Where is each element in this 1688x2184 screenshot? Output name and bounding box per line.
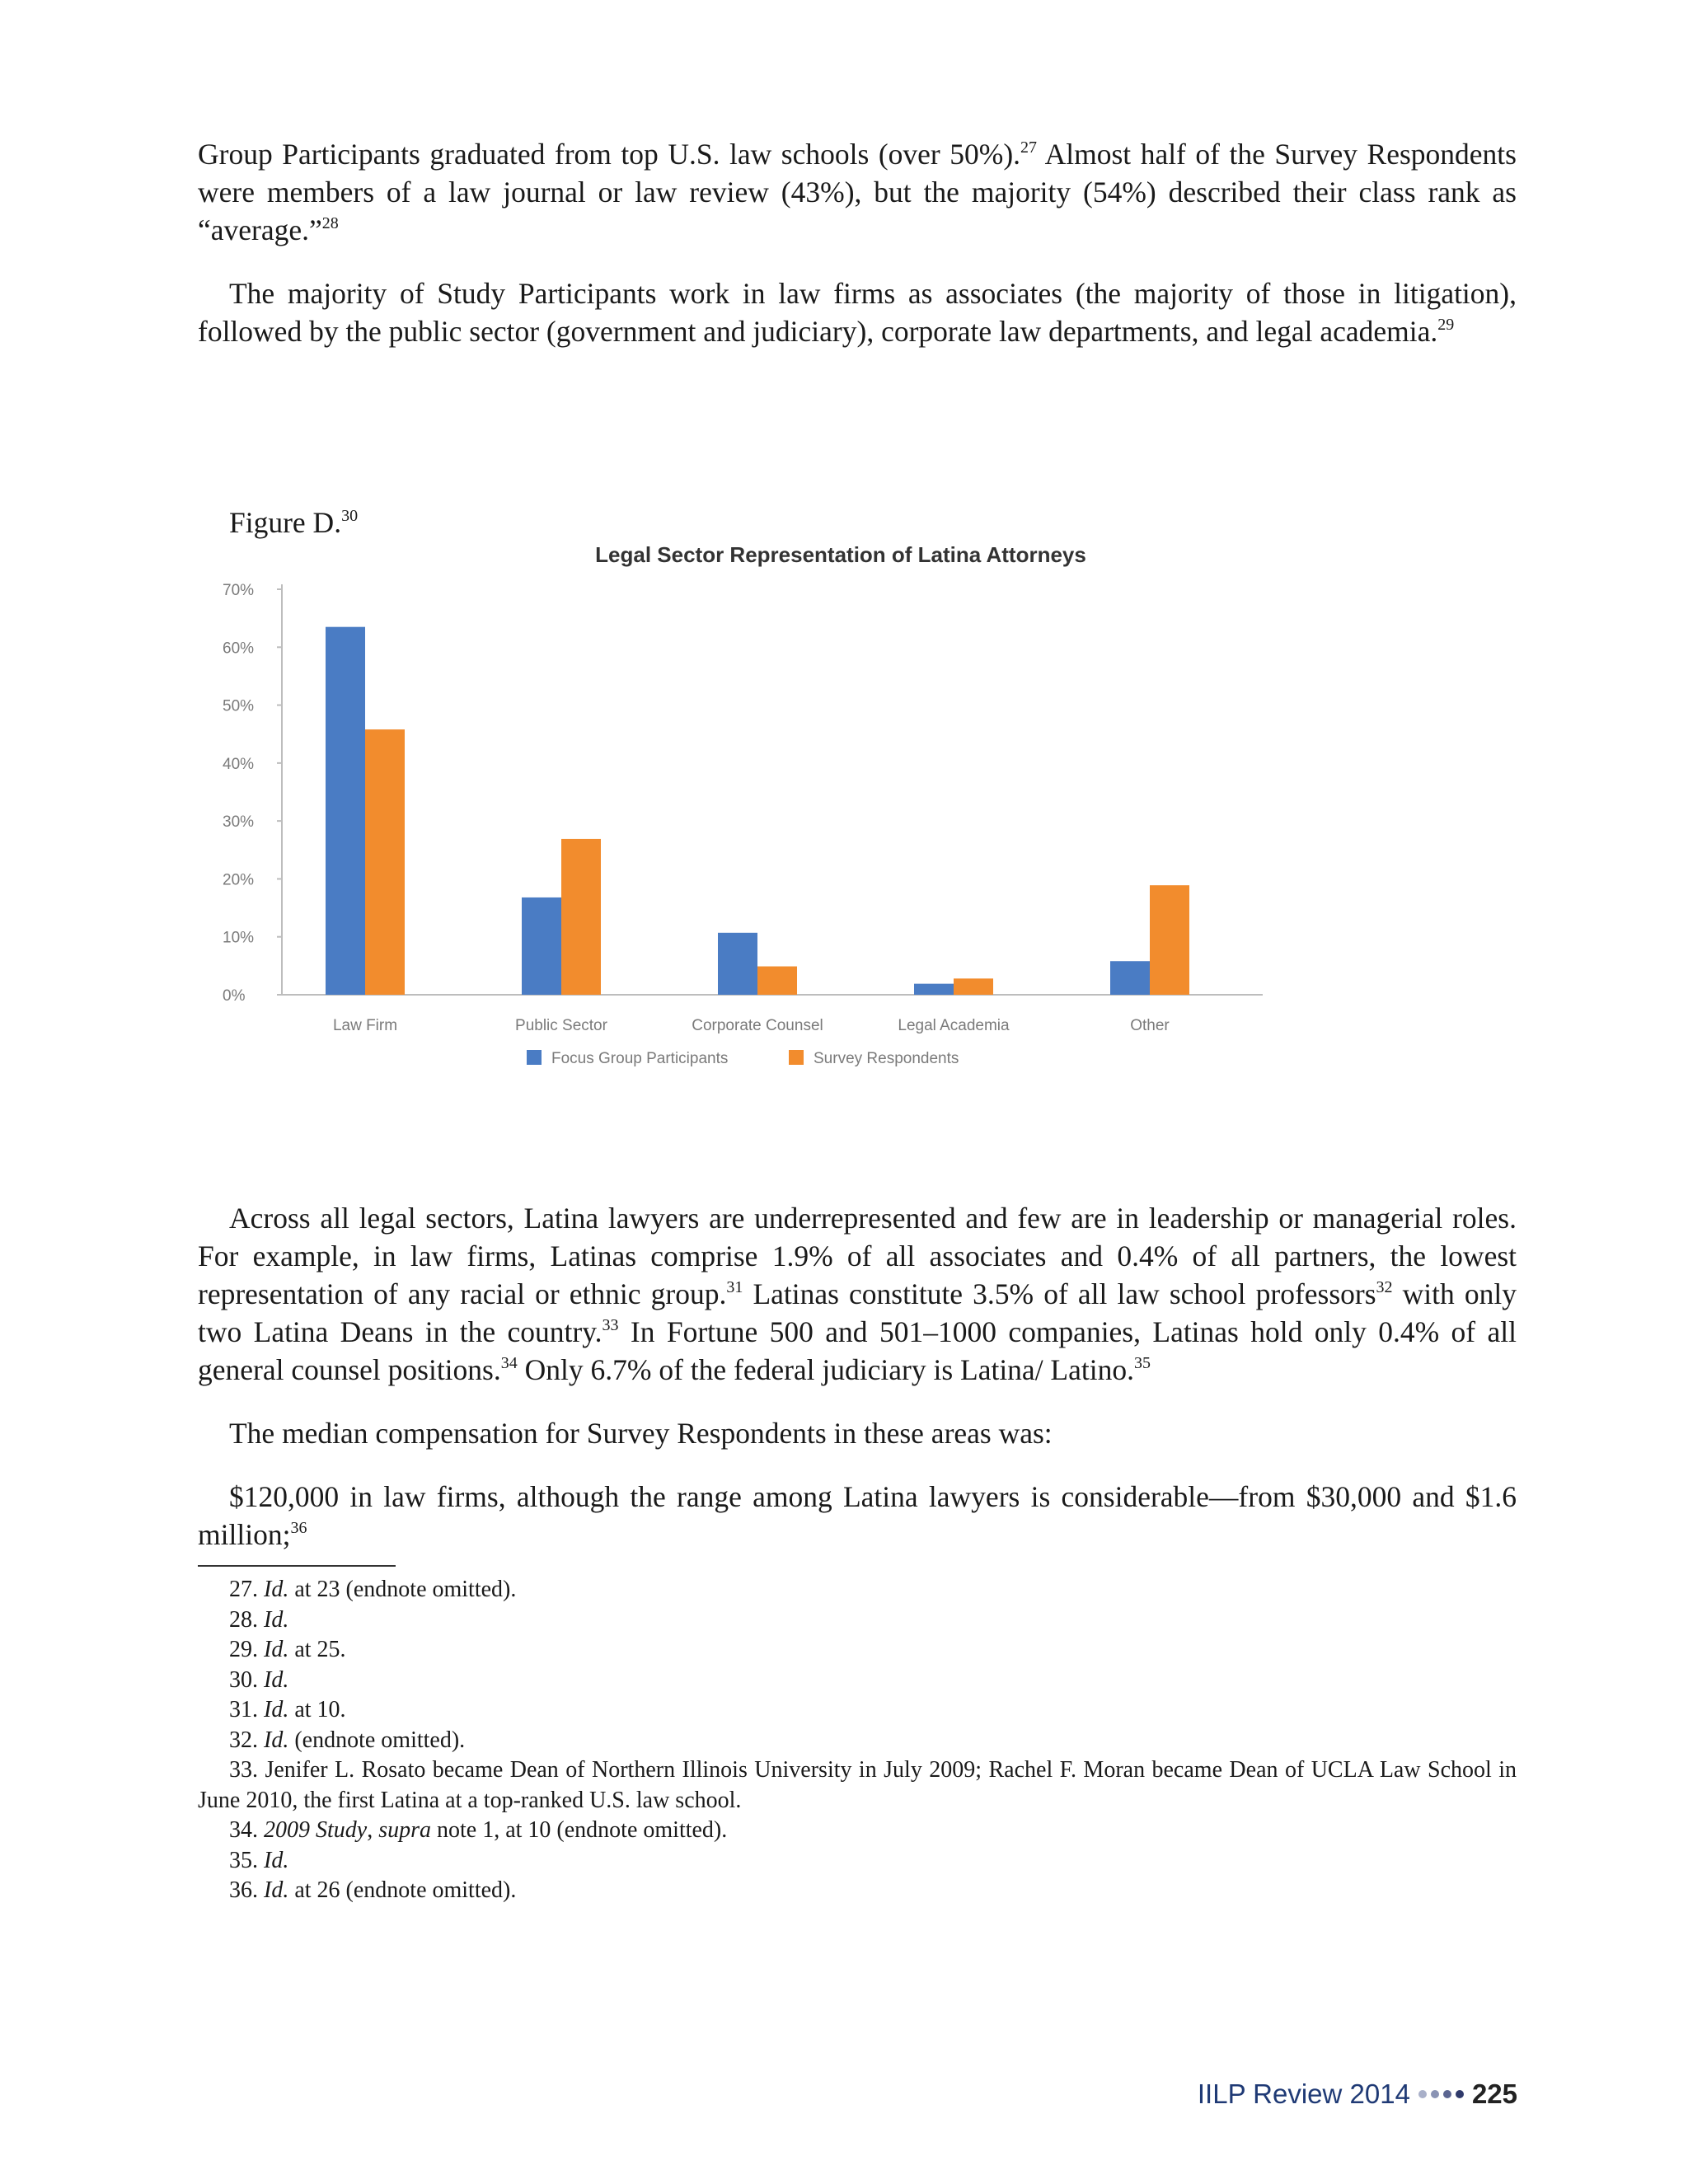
y-tick-label: 10% [223,929,255,947]
footnote [198,1605,1517,1636]
chart-title: Legal Sector Representation of Latina Attorneys [595,542,1086,567]
y-tick-label: 50% [223,697,255,715]
footnote-text: Id. [264,1577,289,1602]
footnote [198,1695,1517,1726]
footnote-number: 29. [229,1637,264,1662]
paragraph-representation [198,1199,1517,1389]
footnote-ref[interactable]: 28 [321,214,339,232]
footnotes [198,1575,1517,1906]
footnote-text: Id. [264,1666,289,1693]
bar-focus-group [326,627,365,995]
legend-label: Survey Respondents [814,1050,959,1067]
footnote-ref[interactable]: 27 [1020,138,1038,157]
legend-label: Focus Group Participants [551,1050,729,1067]
footnote [198,1666,1517,1696]
chart-bars [326,627,1189,995]
footnote-number: 33. [229,1757,265,1783]
footnote-ref[interactable]: 36 [290,1519,307,1537]
bar-survey [1150,885,1189,995]
paragraph-compensation-lawfirms [198,1478,1517,1554]
page-footer [1198,2079,1517,2110]
dot-icon [1443,2090,1451,2098]
bar-survey [561,839,601,995]
footnote [198,1816,1517,1846]
footnote-ref[interactable]: 31 [726,1278,743,1296]
x-tick-label: Other [1130,1017,1170,1034]
footnote-text: Id. [264,1847,289,1873]
text-run: Group Participants graduated from top U.S. law schools (over 50%). [198,138,1021,171]
footnote-text: Id. [264,1637,289,1662]
bar-survey [954,978,993,995]
footnote-ref[interactable]: 35 [1133,1354,1151,1372]
y-tick-label: 40% [223,755,255,773]
footnote-number: 27. [229,1577,264,1602]
bar-survey [757,967,797,995]
bar-focus-group [718,933,757,995]
figure-label-text: Figure D. [229,506,342,539]
text-run: $120,000 in law firms, although the range among Latina lawyers is considerable—from $30,000 and $1.6 million; [198,1480,1517,1551]
footnote-number: 36. [229,1877,264,1903]
footer-dots-icon [1418,2090,1464,2098]
footnote [198,1755,1517,1816]
bar-chart [214,541,1302,1151]
footnote-number: 28. [229,1606,264,1633]
footnote-number: 35. [229,1847,264,1873]
text-run: Latinas constitute 3.5% of all law school professors [743,1277,1376,1310]
journal-name: IILP Review 2014 [1197,2079,1410,2109]
page-content [198,135,1517,1906]
text-run: The majority of Study Participants work in law firms as associates (the majority of those in litigation), followed by the public sector (government and judiciary), corporate law departments, and legal academia. [198,277,1517,348]
chart-svg [214,541,1302,1151]
footnote-number: 30. [229,1666,264,1693]
y-tick-label: 70% [223,582,255,599]
footnote-text: Id. [264,1877,289,1903]
figure-label [229,504,1517,541]
paragraph-sectors [198,274,1517,350]
dot-icon [1418,2090,1427,2098]
footnote-text: Id. [264,1727,289,1753]
text-run: The median compensation for Survey Respondents in these areas was: [229,1417,1053,1450]
x-tick-label: Law Firm [332,1017,398,1034]
x-tick-label: Legal Academia [898,1017,1010,1034]
bar-focus-group [1110,961,1150,995]
x-tick-label: Corporate Counsel [692,1017,823,1034]
footnote-text: Jenifer L. Rosato became Dean of Northern Illinois University in July 2009; Rachel F. Moran became Dean of UCLA Law School in June 2010, the first Latina at a top-ranked U.S. law school. [198,1757,1517,1813]
footnote [198,1635,1517,1666]
x-tick-label: Public Sector [515,1017,607,1034]
y-tick-label: 60% [223,640,255,658]
footnote [198,1876,1517,1906]
text-run: Across all legal sectors, Latina lawyers are underrepresented and few are in leadership or managerial roles. For example, in law firms, Latinas comprise 1.9% of all associates and 0.4% of all partners, the lowest representation of any racial or ethnic group. [198,1202,1517,1310]
bar-survey [365,729,405,995]
footnote-text: at 10. [288,1697,346,1722]
footnote-ref[interactable]: 29 [1437,316,1455,334]
footnote-number: 31. [229,1697,264,1722]
footnote-text: at 26 (endnote omitted). [288,1877,517,1903]
text-run: Almost half of the Survey Respondents were members of a law journal or law review (43%), but the majority (54%) described their class rank as “average.” [198,138,1517,246]
footnote-ref[interactable]: 33 [602,1316,619,1334]
dot-icon [1431,2090,1439,2098]
legend-swatch [789,1050,804,1065]
footnote [198,1846,1517,1877]
footnote-text: at 25. [288,1637,346,1662]
footnote-text: Id. [264,1606,289,1633]
legend-swatch [527,1050,542,1065]
text-run: Only 6.7% of the federal judiciary is Latina/ Latino. [517,1353,1134,1386]
y-tick-label: 0% [223,987,246,1005]
footnote-text: (endnote omitted). [288,1727,466,1753]
paragraph-continuation [198,135,1517,249]
y-tick-label: 20% [223,871,255,889]
footnote [198,1575,1517,1605]
footnote-number: 32. [229,1727,264,1753]
chart-x-labels [333,1017,1170,1034]
footnote-text: supra [378,1817,432,1843]
footnote-text: at 23 (endnote omitted). [288,1577,517,1602]
text-run: In Fortune 500 and 501–1000 companies, Latinas hold only 0.4% of all general counsel positions. [198,1315,1517,1386]
footnote-text: Id. [264,1697,289,1722]
paragraph-compensation-intro [198,1414,1517,1452]
chart-legend [527,1050,959,1067]
page-number: 225 [1471,2079,1517,2109]
footnote [198,1726,1517,1756]
footnote-ref[interactable]: 34 [500,1354,518,1372]
dot-icon [1456,2090,1464,2098]
footnote-divider [198,1565,396,1567]
footnote-number: 34. [229,1817,264,1843]
y-tick-label: 30% [223,813,255,832]
footnote-text: note 1, at 10 (endnote omitted). [431,1817,728,1843]
footnote-text: , [367,1817,379,1843]
footnote-text: 2009 Study [264,1817,368,1843]
bar-focus-group [522,898,561,995]
bar-focus-group [914,984,954,995]
text-run: with only two Latina Deans in the country. [198,1277,1517,1348]
footnote-ref[interactable]: 32 [1376,1278,1393,1296]
footnote-ref[interactable]: 30 [341,507,359,525]
